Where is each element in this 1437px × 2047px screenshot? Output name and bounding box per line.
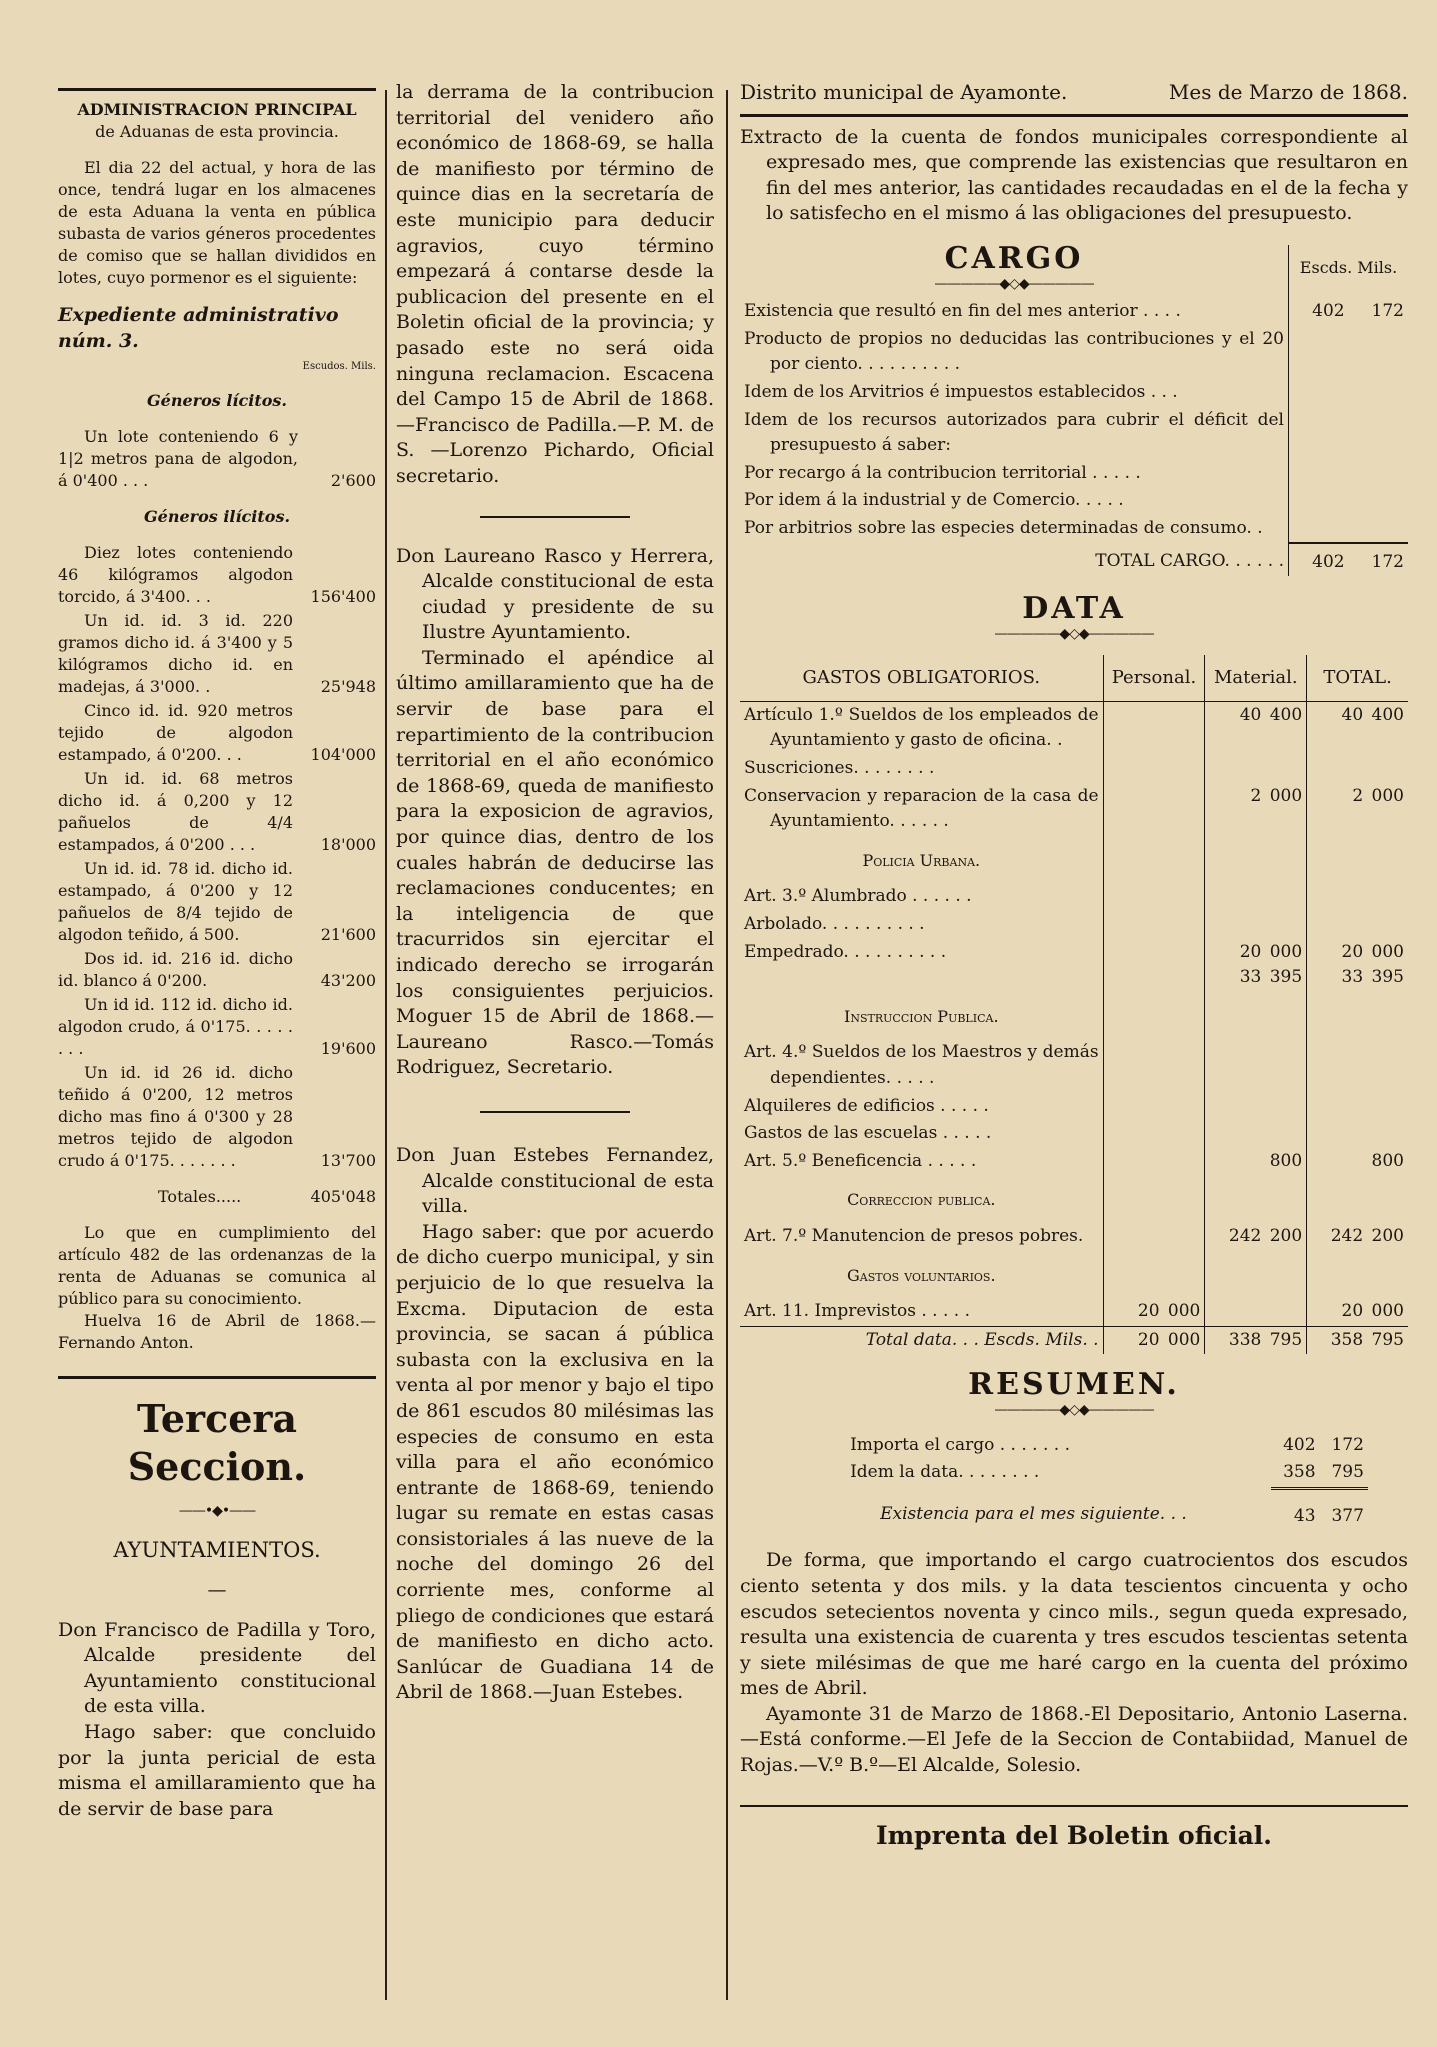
ornament: —————◆◇◆————— xyxy=(994,625,1154,642)
resumen-heading: RESUMEN. xyxy=(968,1367,1180,1403)
data-row xyxy=(740,1039,1408,1092)
data-me xyxy=(1205,1148,1266,1176)
data-mm: 800 xyxy=(1269,1150,1303,1171)
data-row xyxy=(740,701,1408,755)
res-cargo-label: Importa el cargo . . . . . . . xyxy=(850,1434,1070,1455)
total-header: TOTAL. xyxy=(1307,655,1408,701)
cargo-escudos xyxy=(1289,326,1349,379)
ilicito-item xyxy=(58,994,376,1060)
ayuntamientos-heading: AYUNTAMIENTOS. xyxy=(113,1538,321,1563)
district-header xyxy=(740,80,1408,106)
data-subheading: Policia Urbana. xyxy=(862,850,981,870)
data-te xyxy=(1307,1039,1368,1092)
total-cargo-m: 172 xyxy=(1349,543,1408,577)
data-desc: Empedrado. . . . . . . . . . xyxy=(744,941,947,962)
total-data-me: 338 xyxy=(1205,1326,1266,1354)
resumen-table xyxy=(780,1432,1368,1531)
data-subheading: Gastos voluntarios. xyxy=(847,1265,996,1285)
ilicito-value: 19'600 xyxy=(320,1038,376,1058)
data-tm xyxy=(1367,1039,1408,1092)
res-cargo-m: 172 xyxy=(1331,1434,1364,1455)
total-data-mm: 795 xyxy=(1269,1329,1303,1350)
data-tm xyxy=(1367,1093,1408,1121)
padilla-body: Hago saber: que concluido por la junta pericial de esta misma el amillaramiento que ha de servir de base para xyxy=(58,1720,376,1820)
total-cargo-label: TOTAL CARGO. . . . . . xyxy=(1095,550,1284,571)
data-mm xyxy=(1265,1298,1306,1326)
data-te xyxy=(1307,1093,1368,1121)
material-header: Material. xyxy=(1205,655,1307,701)
ilicitos-list xyxy=(58,542,376,1172)
aduanas-subtitle: de Aduanas de esta provincia. xyxy=(95,122,339,141)
data-mm xyxy=(1265,1093,1306,1121)
cargo-mils xyxy=(1349,515,1408,543)
data-row xyxy=(740,1120,1408,1148)
ornament: ——•◆•—— xyxy=(178,1502,256,1519)
data-pm xyxy=(1164,883,1205,911)
rasco-heading: Don Laureano Rasco y Herrera, Alcalde constitucional de esta ciudad y presidente de su Ilustre Ayuntamiento. xyxy=(396,544,714,644)
column-2 xyxy=(396,80,714,1706)
cargo-row xyxy=(740,487,1408,515)
data-me: 40 xyxy=(1205,701,1266,755)
data-pm xyxy=(1164,1223,1205,1251)
data-desc: Conservacion y reparacion de la casa de Ayuntamiento. . . . . . xyxy=(744,785,1099,832)
data-subheading: Correccion publica. xyxy=(847,1190,996,1210)
ornament: —————◆◇◆————— xyxy=(994,1401,1154,1418)
cargo-row xyxy=(740,379,1408,407)
data-mm xyxy=(1265,911,1306,939)
cargo-row xyxy=(740,460,1408,488)
cargo-desc: Por recargo á la contribucion territorial . . . . . xyxy=(744,462,1141,483)
cargo-mils xyxy=(1349,487,1408,515)
totales-value: 405'048 xyxy=(310,1186,376,1206)
data-me xyxy=(1205,1120,1266,1148)
ilicito-text: Un id. id 26 id. dicho teñido á 0'200, 12 metros dicho mas fino á 0'300 y 28 metros tejido de algodon crudo á 0'175. . . . . . . xyxy=(58,1062,293,1170)
data-row xyxy=(740,1298,1408,1326)
cargo-desc: Por idem á la industrial y de Comercio. . . . . xyxy=(744,490,1124,511)
data-mm: 200 xyxy=(1269,1225,1303,1246)
data-tm: 000 xyxy=(1371,1301,1404,1322)
data-row xyxy=(740,783,1408,836)
column-rule-1 xyxy=(385,90,387,2000)
column-rule-2 xyxy=(726,90,728,2000)
res-cargo-e: 402 xyxy=(1283,1434,1316,1455)
data-pm xyxy=(1164,1093,1205,1121)
cargo-mils xyxy=(1349,326,1408,379)
data-subheading-row xyxy=(740,836,1408,884)
data-pe xyxy=(1103,1039,1164,1092)
data-subheading-row xyxy=(740,1251,1408,1299)
res-exist-m: 377 xyxy=(1320,1488,1368,1530)
cargo-desc: Existencia que resultó en fin del mes anterior . . . . xyxy=(744,301,1181,322)
data-desc: Art. 3.º Alumbrado . . . . . . xyxy=(744,886,972,907)
ilicito-value: 43'200 xyxy=(320,970,376,990)
lot-row xyxy=(58,426,376,492)
data-mm xyxy=(1265,1120,1306,1148)
data-pe: 20 xyxy=(1103,1298,1164,1326)
data-heading: DATA xyxy=(1022,591,1126,627)
ilicito-item xyxy=(58,948,376,992)
data-pm xyxy=(1164,939,1205,992)
ornament: —————◆◇◆————— xyxy=(934,275,1094,292)
lot-value: 2'600 xyxy=(330,470,376,490)
cargo-mils xyxy=(1349,460,1408,488)
ilicito-text: Un id id. 112 id. dicho id. algodon crudo, á 0'175. . . . . . . . xyxy=(58,994,293,1058)
data-pe xyxy=(1103,1223,1164,1251)
data-desc: Suscriciones. . . . . . . . xyxy=(744,758,935,779)
ilicito-value: 13'700 xyxy=(320,1150,376,1170)
total-data-tm: 795 xyxy=(1371,1329,1404,1350)
data-row xyxy=(740,755,1408,783)
gastos-header: GASTOS OBLIGATORIOS. xyxy=(802,667,1041,689)
res-data-e: 358 xyxy=(1283,1462,1316,1483)
data-pe xyxy=(1103,939,1164,992)
data-me xyxy=(1205,1298,1266,1326)
cargo-escudos xyxy=(1289,407,1349,460)
cargo-row xyxy=(740,407,1408,460)
lot-text: Un lote conteniendo 6 y 1|2 metros pana de algodon, á 0'400 . . . xyxy=(58,426,298,490)
data-te: 2 xyxy=(1307,783,1368,836)
extract-text: Extracto de la cuenta de fondos municipales correspondiente al expresado mes, que comprende las existencias que resultaron en fin del mes anterior, las cantidades recaudadas en el de la fecha y lo satisfecho en el mismo á las obligaciones del presupuesto. xyxy=(740,125,1408,225)
data-tm: 000 xyxy=(1371,785,1404,806)
data-te xyxy=(1307,1148,1368,1176)
data-tm: 800 xyxy=(1371,1150,1404,1171)
ilicitos-heading: Géneros ilícitos. xyxy=(143,506,291,526)
total-data-pe: 20 xyxy=(1103,1326,1164,1354)
data-te xyxy=(1307,755,1368,783)
expediente-title: Expediente administrativo núm. 3. xyxy=(58,304,339,352)
data-pm xyxy=(1164,755,1205,783)
data-pe xyxy=(1103,783,1164,836)
divider xyxy=(480,1111,630,1113)
cargo-desc: Producto de propios no deducidas las contribuciones y el 20 por ciento. . . . . . . . . . xyxy=(744,328,1284,375)
padilla-continued: la derrama de la contribucion territorial del venidero año económico de 1868-69, se halla de manifiesto por término de quince dias en la secretaría de este municipio para deducir agravios, cuyo término empezará á contarse desde la publicacion del presente en el Boletin oficial de la provincia; y pasado este no será oida ninguna reclamacion. Escacena del Campo 15 de Abril de 1868.—Francisco de Padilla.—P. M. de S. —Lorenzo Pichardo, Oficial secretario. xyxy=(396,81,714,487)
total-data-pm: 000 xyxy=(1167,1329,1201,1350)
ilicito-value: 18'000 xyxy=(320,834,376,854)
res-exist-e: 43 xyxy=(1271,1488,1319,1530)
cargo-escudos xyxy=(1289,515,1349,543)
data-tm: 200 xyxy=(1371,1225,1404,1246)
cargo-heading: CARGO xyxy=(944,240,1084,276)
cargo-escudos xyxy=(1289,379,1349,407)
ilicito-item xyxy=(58,700,376,766)
data-desc: Gastos de las escuelas . . . . . xyxy=(744,1123,992,1144)
data-row xyxy=(740,883,1408,911)
data-desc: Artículo 1.º Sueldos de los empleados de Ayuntamiento y gasto de oficina. . xyxy=(744,704,1099,751)
cargo-escudos xyxy=(1289,460,1349,488)
ilicito-value: 104'000 xyxy=(310,744,376,764)
cargo-mils xyxy=(1349,379,1408,407)
printer-footer: Imprenta del Boletin oficial. xyxy=(875,1820,1273,1850)
data-row xyxy=(740,1148,1408,1176)
data-me xyxy=(1205,1093,1266,1121)
data-me xyxy=(1205,883,1266,911)
data-te: 40 xyxy=(1307,701,1368,755)
ayamonte-sign: Ayamonte 31 de Marzo de 1868.-El Depositario, Antonio Laserna.—Está conforme.—El Jefe de la Seccion de Contabiidad, Manuel de Rojas.—V.º B.º—El Alcalde, Solesio. xyxy=(740,1702,1408,1777)
district-rule xyxy=(740,114,1408,117)
data-me: 2 xyxy=(1205,783,1266,836)
data-tm xyxy=(1367,1120,1408,1148)
totales-row xyxy=(58,1186,376,1208)
data-row xyxy=(740,939,1408,992)
data-desc: Arbolado. . . . . . . . . . xyxy=(744,914,925,935)
data-pm xyxy=(1164,701,1205,755)
data-tm xyxy=(1367,755,1408,783)
ilicito-text: Dos id. id. 216 id. dicho id. blanco á 0'200. xyxy=(58,948,293,990)
ilicito-text: Un id. id. 3 id. 220 gramos dicho id. á 3'400 y 5 kilógramos dicho id. en madejas, á 3'000. . xyxy=(58,610,293,696)
data-pe xyxy=(1103,911,1164,939)
month-label: Mes de Marzo de 1868. xyxy=(1168,80,1408,104)
licitos-heading: Géneros lícitos. xyxy=(147,390,287,410)
data-me: 242 xyxy=(1205,1223,1266,1251)
data-subheading-row xyxy=(740,1175,1408,1223)
ilicito-text: Cinco id. id. 920 metros tejido de algodon estampado, á 0'200. . . xyxy=(58,700,293,764)
estebes-body: Hago saber: que por acuerdo de dicho cuerpo municipal, y sin perjuicio de lo que resuelva la Excma. Diputacion de esta provincia, se sacan á pública subasta con la exclusiva en la venta al por menor y bajo el tipo de 861 escudos 80 milésimas las especies de consumo en esta villa para el año económico entrante de 1868-69, teniendo lugar su remate en estas casas consistoriales á las nueve de la noche del domingo 26 del corriente mes, conforme al pliego de condiciones que estará de manifiesto en dicho acto. Sanlúcar de Guadiana 14 de Abril de 1868.—Juan Estebes. xyxy=(396,1220,714,1704)
ilicito-item xyxy=(58,768,376,856)
section-rule xyxy=(58,1376,376,1379)
data-tm: 000 395 xyxy=(1371,941,1404,988)
data-pm: 000 xyxy=(1167,1301,1201,1322)
data-me xyxy=(1205,1039,1266,1092)
data-te: 20 xyxy=(1307,1298,1368,1326)
data-row xyxy=(740,911,1408,939)
ilicito-value: 156'400 xyxy=(310,586,376,606)
ilicito-item xyxy=(58,858,376,946)
data-desc: Art. 11. Imprevistos . . . . . xyxy=(744,1301,970,1322)
data-me: 20 33 xyxy=(1205,939,1266,992)
data-row xyxy=(740,1093,1408,1121)
data-subheading-row xyxy=(740,992,1408,1040)
data-te: 242 xyxy=(1307,1223,1368,1251)
padilla-heading: Don Francisco de Padilla y Toro, Alcalde presidente del Ayuntamiento constitucional de esta villa. xyxy=(58,1618,376,1718)
cargo-mils xyxy=(1349,407,1408,460)
ilicito-text: Diez lotes conteniendo 46 kilógramos algodon torcido, á 3'400. . . xyxy=(58,542,293,606)
data-mm xyxy=(1265,1039,1306,1092)
cargo-desc: Por arbitrios sobre las especies determinadas de consumo. . xyxy=(744,517,1263,538)
total-data-te: 358 xyxy=(1307,1326,1368,1354)
cargo-desc: Idem de los recursos autorizados para cubrir el déficit del presupuesto á saber: xyxy=(744,409,1284,456)
unit-label: Escudos. Mils. xyxy=(302,361,376,373)
data-tm: 400 xyxy=(1371,704,1404,725)
cargo-mils: 172 xyxy=(1371,301,1404,322)
data-te xyxy=(1307,911,1368,939)
data-pm xyxy=(1164,783,1205,836)
divider xyxy=(480,516,630,518)
res-data-label: Idem la data. . . . . . . . xyxy=(850,1462,1040,1483)
cargo-escudos: 402 xyxy=(1289,298,1349,326)
ilicito-item xyxy=(58,1062,376,1172)
data-mm xyxy=(1265,755,1306,783)
res-data-m: 795 xyxy=(1331,1462,1364,1483)
data-te: 20 33 xyxy=(1307,939,1368,992)
aduanas-title: ADMINISTRACION PRINCIPAL xyxy=(77,100,357,119)
aduanas-intro: El dia 22 del actual, y hora de las once, tendrá lugar en los almacenes de esta Aduana la venta en pública subasta de varios géneros procedentes de comiso que se hallan divididos en lotes, cuyo pormenor es el siguiente: xyxy=(58,158,376,287)
data-desc: Alquileres de edificios . . . . . xyxy=(744,1095,989,1116)
dash: — xyxy=(207,1578,227,1601)
cargo-escudos xyxy=(1289,487,1349,515)
cargo-row xyxy=(740,298,1408,326)
district-name: Distrito municipal de Ayamonte. xyxy=(740,80,1068,104)
totales-label: Totales..... xyxy=(158,1186,242,1206)
footer-rule xyxy=(740,1805,1408,1807)
conclusion-text: De forma, que importando el cargo cuatrocientos dos escudos ciento setenta y dos mils. y la data tescientos cincuenta y ocho escudos setecientos noventa y cinco mils., segun queda expresado, resulta una existencia de cuarenta y tres escudos tescientas setenta y siete milésimas de que me haré cargo en la cuenta del próximo mes de Abril. xyxy=(740,1549,1408,1700)
cargo-row xyxy=(740,326,1408,379)
data-pm xyxy=(1164,1039,1205,1092)
data-pm xyxy=(1164,1120,1205,1148)
data-table xyxy=(740,655,1408,1354)
data-tm xyxy=(1367,883,1408,911)
ilicito-item xyxy=(58,610,376,698)
data-me xyxy=(1205,755,1266,783)
data-row xyxy=(740,1223,1408,1251)
top-rule xyxy=(58,88,376,91)
ilicito-item xyxy=(58,542,376,608)
data-pm xyxy=(1164,1148,1205,1176)
ilicito-text: Un id. id. 78 id. dicho id. estampado, á 0'200 y 12 pañuelos de 8/4 tejido de algodon teñido, á 500. xyxy=(58,858,293,944)
cargo-row xyxy=(740,515,1408,543)
data-pe xyxy=(1103,701,1164,755)
data-desc: Art. 7.º Manutencion de presos pobres. xyxy=(744,1225,1084,1246)
cargo-table xyxy=(740,240,1408,576)
ilicito-value: 21'600 xyxy=(320,924,376,944)
data-mm xyxy=(1265,883,1306,911)
personal-header: Personal. xyxy=(1103,655,1205,701)
data-mm: 000 395 xyxy=(1269,941,1303,988)
data-subheading: Instruccion Publica. xyxy=(844,1006,999,1026)
data-mm: 400 xyxy=(1269,704,1303,725)
data-te xyxy=(1307,1120,1368,1148)
data-tm xyxy=(1367,911,1408,939)
data-desc: Art. 4.º Sueldos de los Maestros y demás dependientes. . . . . xyxy=(744,1042,1099,1088)
rasco-body: Terminado el apéndice al último amillaramiento que ha de servir de base para el repartimiento de la contribucion territorial en el año económico de 1868-69, queda de manifiesto para la exposicion de agravios, por quince dias, dentro de los cuales habrán de deducirse las reclamaciones conducentes; en la inteligencia de que tracurridos sin ejercitar el indicado derecho se irrogarán los consiguientes perjuicios. Moguer 15 de Abril de 1868.—Laureano Rasco.—Tomás Rodriguez, Secretario. xyxy=(396,646,714,1079)
data-mm: 000 xyxy=(1269,785,1303,806)
ilicito-value: 25'948 xyxy=(320,676,376,696)
res-exist-label: Existencia para el mes siguiente. . . xyxy=(880,1504,1187,1525)
aduanas-closing: Lo que en cumplimiento del artículo 482 de las ordenanzas de la renta de Aduanas se comunica al público para su conocimiento. xyxy=(58,1222,376,1308)
data-pe xyxy=(1103,883,1164,911)
column-1 xyxy=(58,80,376,1822)
data-te xyxy=(1307,883,1368,911)
ilicito-text: Un id. id. 68 metros dicho id. á 0,200 y 12 pañuelos de 4/4 estampados, á 0'200 . . . xyxy=(58,768,293,854)
total-cargo-e: 402 xyxy=(1289,543,1349,577)
column-3 xyxy=(740,80,1408,1848)
data-pe xyxy=(1103,1148,1164,1176)
estebes-heading: Don Juan Estebes Fernandez, Alcalde constitucional de esta villa. xyxy=(396,1143,714,1218)
cargo-desc: Idem de los Arvitrios é impuestos establecidos . . . xyxy=(744,381,1178,402)
data-pm xyxy=(1164,911,1205,939)
data-me xyxy=(1205,911,1266,939)
data-pe xyxy=(1103,1120,1164,1148)
aduanas-sign: Huelva 16 de Abril de 1868.—Fernando Anton. xyxy=(58,1310,376,1352)
tercera-seccion-title: Tercera Seccion. xyxy=(127,1395,307,1489)
total-data-label: Total data. . . Escds. Mils. . xyxy=(865,1329,1099,1350)
data-pe xyxy=(1103,755,1164,783)
data-desc: Art. 5.º Beneficencia . . . . . xyxy=(744,1150,977,1171)
escds-mils-header: Escds. Mils. xyxy=(1289,245,1409,298)
data-pe xyxy=(1103,1093,1164,1121)
